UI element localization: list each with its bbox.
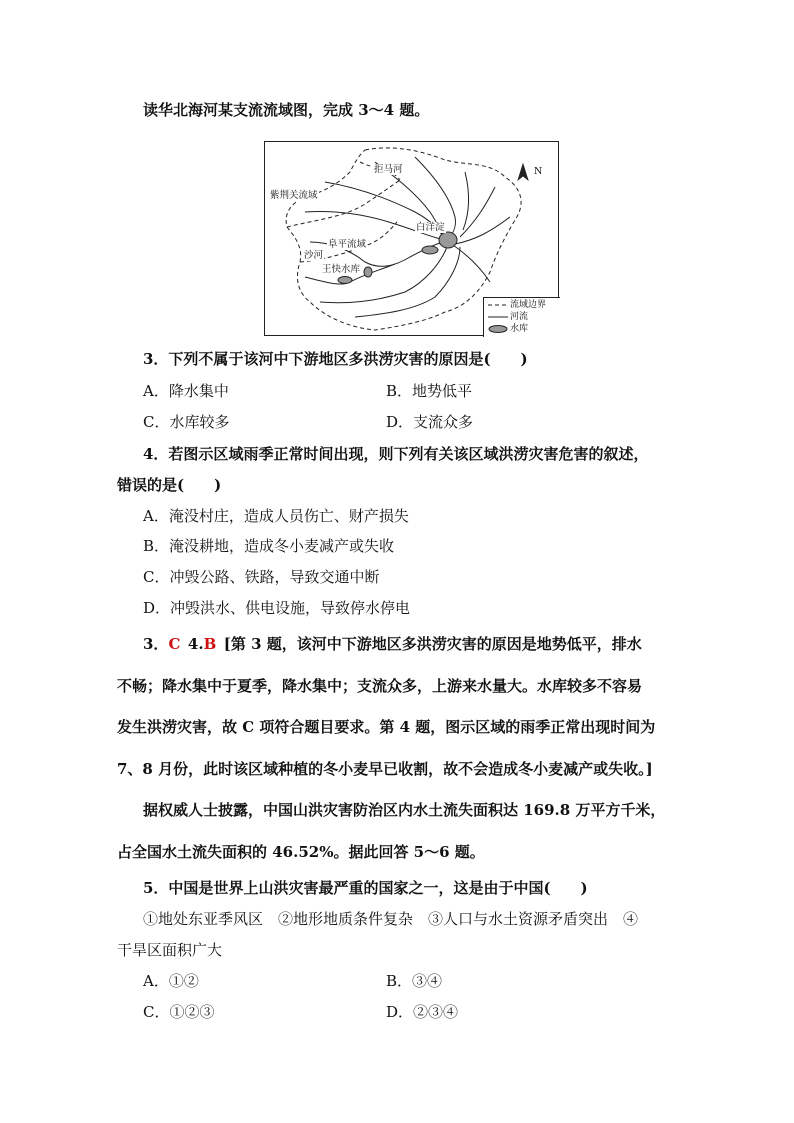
q5-option-d: D．②③④ <box>386 1003 459 1021</box>
q5-statements-line2: 干旱区面积广大 <box>117 941 223 959</box>
q4-option-c: C．冲毁公路、铁路，导致交通中断 <box>143 568 380 586</box>
q3-option-d: D．支流众多 <box>386 413 474 431</box>
label-sha-river: 沙河 <box>304 250 324 261</box>
q4-stem-line1: 4．若图示区域雨季正常时间出现，则下列有关该区域洪涝灾害危害的叙述， <box>143 445 649 463</box>
label-baiyangdian: 白洋淀 <box>416 222 445 233</box>
dashed-line-icon <box>488 301 508 309</box>
label-fuping-basin: 阜平流域 <box>328 239 367 250</box>
answer4-value: B <box>203 635 217 653</box>
label-north: N <box>534 166 543 177</box>
q4-option-d: D．冲毁洪水、供电设施，导致停水停电 <box>143 599 411 617</box>
answer-explanation-line4: 7、8 月份，此时该区域种植的冬小麦早已收割，故不会造成冬小麦减产或失收。] <box>117 760 653 778</box>
label-juma-river: 拒马河 <box>374 164 403 175</box>
legend-river-label: 河流 <box>510 312 529 322</box>
q3-option-a: A．降水集中 <box>143 382 229 400</box>
label-zijingguan-basin: 紫荆关流域 <box>270 190 318 201</box>
q4-stem-line2: 错误的是( ) <box>117 476 222 494</box>
label-wangkuai-reservoir: 王快水库 <box>322 264 361 275</box>
q3-option-b: B．地势低平 <box>386 382 473 400</box>
legend-boundary-label: 流域边界 <box>510 300 547 310</box>
answer-explanation-line2: 不畅；降水集中于夏季，降水集中；支流众多，上游来水量大。水库较多不容易 <box>117 677 643 695</box>
north-arrow-icon <box>518 164 528 180</box>
answer-explanation-line3: 发生洪涝灾害，故 C 项符合题目要求。第 4 题，图示区域的雨季正常出现时间为 <box>117 718 656 736</box>
legend-reservoir-label: 水库 <box>510 324 529 334</box>
intro-text: 读华北海河某支流流域图，完成 3～4 题。 <box>143 101 430 119</box>
q3-option-c: C．水库较多 <box>143 413 230 431</box>
q5-option-c: C．①②③ <box>143 1003 215 1021</box>
legend-boundary <box>488 300 546 311</box>
q4-option-a: A．淹没村庄，造成人员伤亡、财产损失 <box>143 507 409 525</box>
q5-stem: 5．中国是世界上山洪灾害最严重的国家之一，这是由于中国( ) <box>143 879 588 897</box>
map-legend <box>483 297 560 337</box>
answer4-number: 4. <box>187 635 204 653</box>
q3-stem: 3．下列不属于该河中下游地区多洪涝灾害的原因是( ) <box>143 350 528 368</box>
answer3-number: 3． <box>143 635 169 653</box>
passage-line2: 占全国水土流失面积的 46.52%。据此回答 5～6 题。 <box>117 843 485 861</box>
passage-line1: 据权威人士披露，中国山洪灾害防治区内水土流失面积达 169.8 万平方千米， <box>143 801 666 819</box>
q4-option-b: B．淹没耕地，造成冬小麦减产或失收 <box>143 537 395 555</box>
q5-option-a: A．①② <box>143 972 199 990</box>
q5-statements-line1: ①地处东亚季风区 ②地形地质条件复杂 ③人口与水土资源矛盾突出 ④ <box>143 910 639 928</box>
river-basin-map <box>264 141 559 336</box>
reservoir-ellipse-icon <box>488 325 508 333</box>
legend-reservoir <box>488 324 528 335</box>
answer3-value: C <box>168 635 181 653</box>
answer-explanation-line1: [第 3 题，该河中下游地区多洪涝灾害的原因是地势低平，排水 <box>223 635 642 653</box>
legend-river <box>488 312 528 323</box>
q5-option-b: B．③④ <box>386 972 443 990</box>
solid-line-icon <box>488 313 508 321</box>
answer-line1 <box>143 634 642 654</box>
